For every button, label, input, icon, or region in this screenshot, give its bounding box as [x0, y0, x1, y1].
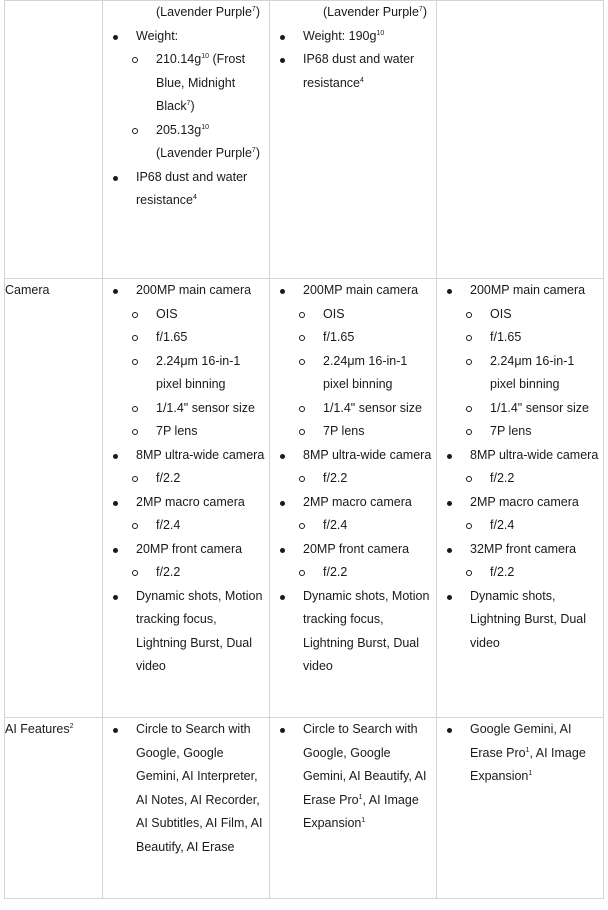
- item-text: IP68 dust and water resistance: [303, 52, 415, 90]
- spec-cell-model-3: [437, 279, 604, 718]
- spec-cell-model-1: [103, 718, 270, 899]
- spec-cell-model-3: [437, 718, 604, 899]
- item-text: 200MP main camera: [303, 283, 419, 297]
- bullet-item: [103, 491, 269, 515]
- item-text: OIS: [156, 306, 178, 321]
- footnote-marker: 2: [69, 722, 74, 730]
- sub-bullet-item: [270, 350, 436, 397]
- item-text: 20MP front camera: [303, 541, 410, 556]
- footnote-marker: 10: [201, 123, 209, 131]
- item-text-after: , AI Image Expansion: [303, 792, 419, 830]
- item-text: OIS: [490, 306, 512, 321]
- item-text: f/2.2: [490, 471, 515, 485]
- item-text-after: (Lavender Purple: [156, 146, 252, 160]
- spec-list: [437, 718, 603, 789]
- sub-bullet-item: [103, 561, 269, 585]
- item-text-after: ): [255, 146, 260, 160]
- item-text-after: ): [190, 99, 195, 113]
- item-text: 32MP front camera: [470, 541, 577, 556]
- spec-list: [103, 1, 269, 213]
- footnote-marker: 10: [376, 29, 385, 37]
- continued-text: [103, 1, 269, 25]
- item-text: 8MP ultra-wide camera: [136, 447, 265, 462]
- bullet-item: [437, 444, 603, 468]
- item-text-after: ): [255, 5, 260, 19]
- item-text: OIS: [323, 306, 345, 321]
- spec-list: [270, 718, 436, 836]
- spec-list: [270, 1, 436, 95]
- sub-bullet-item: [103, 326, 269, 350]
- item-text: f/2.2: [156, 471, 181, 485]
- item-text: IP68 dust and water resistance: [136, 169, 248, 207]
- item-text-after: (Frost Blue, Midnight Black: [156, 52, 246, 113]
- sub-bullet-item: [437, 350, 603, 397]
- item-text: 1/1.4" sensor size: [490, 400, 589, 415]
- bullet-item: [270, 538, 436, 562]
- item-text: Dynamic shots, Lightning Burst, Dual video: [470, 588, 587, 650]
- footnote-marker: 4: [359, 76, 364, 84]
- ai-features-row: [5, 718, 604, 899]
- camera-row: [5, 279, 604, 718]
- item-text: f/2.2: [323, 565, 348, 579]
- sub-bullet-item: [437, 467, 603, 491]
- sub-bullet-item: [437, 561, 603, 585]
- bullet-item: [103, 25, 269, 49]
- bullet-item: [270, 25, 436, 49]
- item-text: 200MP main camera: [136, 283, 252, 297]
- spec-cell-model-2: [270, 279, 437, 718]
- bullet-item: [437, 538, 603, 562]
- bullet-item: [270, 718, 436, 836]
- spec-cell-model-1: [103, 279, 270, 718]
- sub-bullet-item: [103, 350, 269, 397]
- item-text: Circle to Search with Google, Google Gemini, AI Beautify, AI Erase Pro: [303, 722, 427, 807]
- footnote-marker: 1: [361, 816, 366, 824]
- item-text: 1/1.4" sensor size: [156, 400, 255, 415]
- sub-bullet-item: [103, 420, 269, 444]
- item-text: 200MP main camera: [470, 283, 586, 297]
- row-label: [5, 1, 103, 279]
- row-label-text: AI Features: [5, 722, 70, 736]
- item-text: (Lavender Purple: [156, 5, 252, 19]
- sub-bullet-item: [270, 561, 436, 585]
- spec-list: [103, 279, 269, 679]
- item-text: 8MP ultra-wide camera: [303, 447, 432, 462]
- bullet-item: [437, 491, 603, 515]
- sub-bullet-item: [103, 48, 269, 119]
- footnote-marker: 1: [528, 769, 533, 777]
- item-text: f/1.65: [323, 330, 355, 344]
- bullet-item: [103, 718, 269, 859]
- item-text: f/2.2: [490, 565, 515, 579]
- item-text: 2MP macro camera: [136, 494, 245, 509]
- item-text: f/2.4: [490, 518, 515, 532]
- sub-bullet-item: [270, 326, 436, 350]
- footnote-marker: 4: [192, 193, 197, 201]
- item-text: f/2.4: [323, 518, 348, 532]
- item-text: Circle to Search with Google, Google Gemini, AI Interpreter, AI Notes, AI Recorder, AI Subtitles, AI Film, AI Beautify, AI Erase: [136, 722, 263, 854]
- item-text: 8MP ultra-wide camera: [470, 447, 599, 462]
- item-text: 2.24μm 16-in-1 pixel binning: [323, 353, 408, 391]
- footnote-marker: 7: [186, 99, 191, 107]
- sub-bullet-item: [103, 397, 269, 421]
- item-text-after: ): [422, 5, 427, 19]
- footnote-marker: 10: [201, 52, 209, 60]
- sub-bullet-item: [437, 397, 603, 421]
- item-text: 205.13g: [156, 122, 202, 137]
- bullet-item: [103, 538, 269, 562]
- item-text: f/2.4: [156, 518, 181, 532]
- bullet-item: [270, 279, 436, 303]
- footnote-marker: 1: [358, 793, 363, 801]
- item-text: 20MP front camera: [136, 541, 243, 556]
- footnote-marker: 7: [251, 146, 256, 154]
- sub-bullet-item: [437, 514, 603, 538]
- row-label: [5, 718, 103, 899]
- item-text: 2MP macro camera: [303, 494, 412, 509]
- sub-bullet-item: [103, 514, 269, 538]
- row-label-text: Camera: [5, 283, 50, 297]
- continued-text: [270, 1, 436, 25]
- item-text: Dynamic shots, Motion tracking focus, Lightning Burst, Dual video: [303, 588, 430, 673]
- spec-list: [103, 718, 269, 859]
- weight-row: [5, 1, 604, 279]
- bullet-item: [103, 444, 269, 468]
- item-text: 2.24μm 16-in-1 pixel binning: [490, 353, 575, 391]
- item-text: f/1.65: [156, 330, 188, 344]
- footnote-marker: 7: [251, 5, 256, 13]
- footnote-marker: 7: [418, 5, 423, 13]
- item-text: 2MP macro camera: [470, 494, 579, 509]
- item-text: 210.14g: [156, 52, 202, 66]
- spec-cell-model-2: [270, 1, 437, 279]
- row-label: [5, 279, 103, 718]
- sub-bullet-item: [103, 119, 269, 166]
- item-text: (Lavender Purple: [323, 5, 419, 19]
- bullet-item: [437, 279, 603, 303]
- item-text: f/2.2: [323, 471, 348, 485]
- sub-bullet-item: [270, 397, 436, 421]
- sub-bullet-item: [103, 467, 269, 491]
- bullet-item: [103, 166, 269, 213]
- item-text: 7P lens: [323, 424, 365, 438]
- sub-bullet-item: [270, 467, 436, 491]
- bullet-item: [437, 718, 603, 789]
- item-text: f/2.2: [156, 565, 181, 579]
- spec-cell-model-1: [103, 1, 270, 279]
- sub-bullet-item: [437, 326, 603, 350]
- spec-cell-model-2: [270, 718, 437, 899]
- item-text: 7P lens: [490, 424, 532, 438]
- item-text: 7P lens: [156, 424, 198, 438]
- bullet-item: [437, 585, 603, 656]
- sub-bullet-item: [270, 303, 436, 327]
- item-text: Weight: 190g: [303, 28, 377, 43]
- bullet-item: [270, 444, 436, 468]
- bullet-item: [103, 279, 269, 303]
- item-text: Google Gemini, AI Erase Pro: [470, 722, 572, 760]
- item-text: 1/1.4" sensor size: [323, 400, 422, 415]
- bullet-item: [270, 491, 436, 515]
- sub-bullet-item: [270, 420, 436, 444]
- sub-bullet-item: [437, 420, 603, 444]
- item-text: f/1.65: [490, 330, 522, 344]
- item-text: 2.24μm 16-in-1 pixel binning: [156, 353, 241, 391]
- bullet-item: [270, 585, 436, 679]
- sub-bullet-item: [437, 303, 603, 327]
- sub-bullet-item: [103, 303, 269, 327]
- spec-list: [270, 279, 436, 679]
- item-text: Weight:: [136, 28, 179, 43]
- spec-cell-model-3: [437, 1, 604, 279]
- item-text: Dynamic shots, Motion tracking focus, Lightning Burst, Dual video: [136, 588, 263, 673]
- sub-bullet-item: [270, 514, 436, 538]
- bullet-item: [103, 585, 269, 679]
- footnote-marker: 1: [525, 746, 530, 754]
- spec-list: [437, 279, 603, 655]
- spec-table: [4, 0, 604, 899]
- item-text-after: , AI Image Expansion: [470, 745, 586, 783]
- bullet-item: [270, 48, 436, 95]
